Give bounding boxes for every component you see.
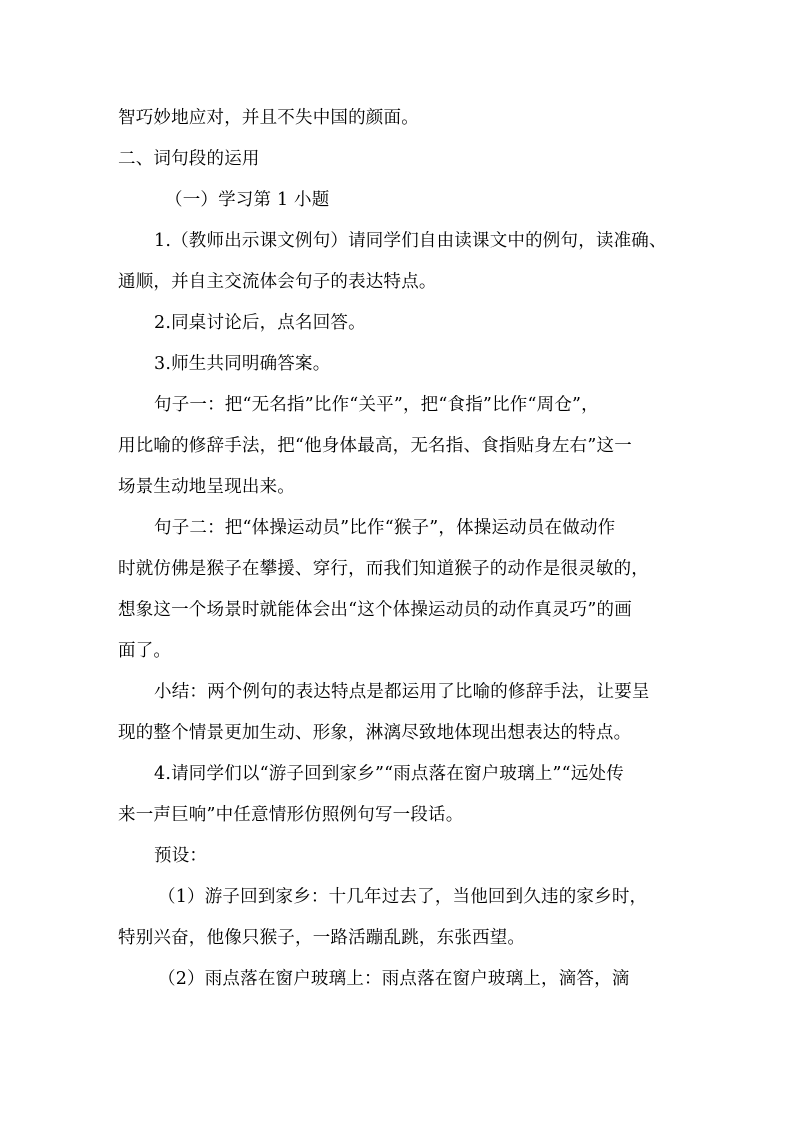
text-line: 特别兴奋，他像只猴子，一路活蹦乱跳，东张西望。: [118, 928, 526, 948]
text-line: 句子二：把“体操运动员”比作“猴子”，体操运动员在做动作: [154, 518, 616, 538]
text-line: 现的整个情景更加生动、形象，淋漓尽致地体现出想表达的特点。: [118, 723, 632, 743]
section-heading: 二、词句段的运用: [118, 149, 260, 169]
text-line: 场景生动地呈现出来。: [118, 477, 295, 497]
text-line: 小结：两个例句的表达特点是都运用了比喻的修辞手法，让要呈: [154, 682, 650, 702]
text-line: 用比喻的修辞手法，把“他身体最高，无名指、食指贴身左右”这一: [118, 436, 632, 456]
text-line: 时就仿佛是猴子在攀援、穿行，而我们知道猴子的动作是很灵敏的，: [118, 559, 649, 579]
subsection-heading: （一）学习第 1 小题: [165, 190, 330, 210]
text-line: 句子一：把“无名指”比作“关平”，把“食指”比作“周仓”，: [154, 395, 599, 415]
text-line: 面了。: [118, 641, 172, 661]
document-body: [118, 98, 682, 1000]
text-line: （2）雨点落在窗户玻璃上：雨点落在窗户玻璃上，滴答，滴: [158, 969, 630, 989]
text-line: 预设：: [154, 846, 208, 866]
text-line: （1）游子回到家乡：十几年过去了，当他回到久违的家乡时，: [158, 887, 648, 907]
text-line: 想象这一个场景时就能体会出“这个体操运动员的动作真灵巧”的画: [118, 600, 632, 620]
text-line: 4.请同学们以“游子回到家乡”“雨点落在窗户玻璃上”“远处传: [154, 764, 624, 784]
text-line: 智巧妙地应对，并且不失中国的颜面。: [118, 108, 419, 128]
text-line: 2.同桌讨论后，点名回答。: [154, 313, 366, 333]
text-line: 1.（教师出示课文例句）请同学们自由读课文中的例句，读准确、: [154, 231, 667, 251]
text-line: 通顺，并自主交流体会句子的表达特点。: [118, 272, 437, 292]
text-line: 来一声巨响”中任意情形仿照例句写一段话。: [118, 805, 464, 825]
text-line: 3.师生共同明确答案。: [154, 354, 331, 374]
